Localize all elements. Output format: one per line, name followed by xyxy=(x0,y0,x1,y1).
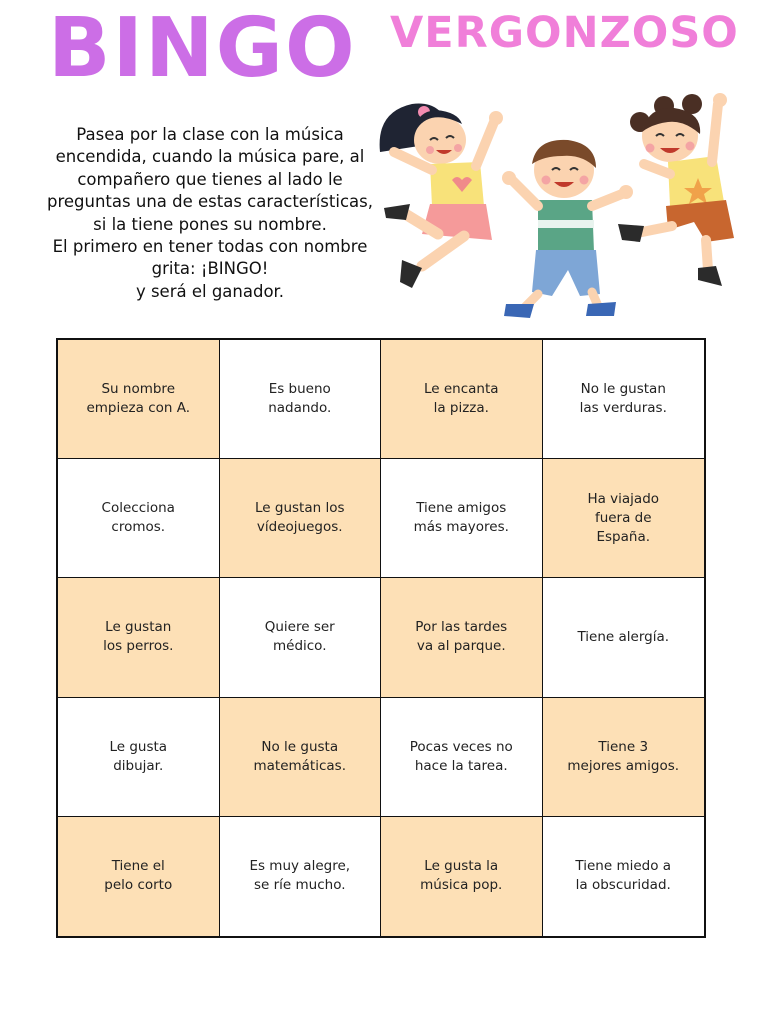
kids-illustration xyxy=(372,82,742,327)
boy-middle-figure xyxy=(502,140,633,318)
bingo-cell: Es bueno nadando. xyxy=(220,340,382,459)
bingo-cell: Le gustan los perros. xyxy=(58,578,220,697)
bingo-cell: Le gustan los vídeojuegos. xyxy=(220,459,382,578)
bingo-cell: Ha viajado fuera de España. xyxy=(543,459,705,578)
bingo-cell: Por las tardes va al parque. xyxy=(381,578,543,697)
bingo-cell: Tiene amigos más mayores. xyxy=(381,459,543,578)
bingo-cell: Es muy alegre, se ríe mucho. xyxy=(220,817,382,936)
instructions-text xyxy=(40,124,380,303)
page-subtitle: VERGONZOSO xyxy=(390,8,739,58)
page-title: BINGO xyxy=(48,1,357,96)
bingo-cell: No le gusta matemáticas. xyxy=(220,698,382,817)
bingo-cell: Tiene 3 mejores amigos. xyxy=(543,698,705,817)
girl-right-figure xyxy=(618,93,734,286)
bingo-cell: No le gustan las verduras. xyxy=(543,340,705,459)
bingo-cell: Tiene miedo a la obscuridad. xyxy=(543,817,705,936)
bingo-cell: Tiene el pelo corto xyxy=(58,817,220,936)
bingo-cell: Su nombre empieza con A. xyxy=(58,340,220,459)
bingo-cell: Pocas veces no hace la tarea. xyxy=(381,698,543,817)
bingo-cell: Quiere ser médico. xyxy=(220,578,382,697)
bingo-cell: Le gusta dibujar. xyxy=(58,698,220,817)
bingo-cell: Le gusta la música pop. xyxy=(381,817,543,936)
bingo-cell: Colecciona cromos. xyxy=(58,459,220,578)
instructions-paragraph-2: El primero en tener todas con nombre grita: ¡BINGO! xyxy=(52,237,368,279)
instructions-paragraph-1: Pasea por la clase con la música encendida, cuando la música pare, al compañero que tienes al lado le preguntas una de estas características, si la tiene pones su nombre. xyxy=(47,125,373,234)
bingo-cell: Le encanta la pizza. xyxy=(381,340,543,459)
bingo-grid xyxy=(56,338,706,938)
instructions-paragraph-3: y será el ganador. xyxy=(135,281,285,301)
bingo-cell: Tiene alergía. xyxy=(543,578,705,697)
girl-left-figure xyxy=(380,104,503,288)
